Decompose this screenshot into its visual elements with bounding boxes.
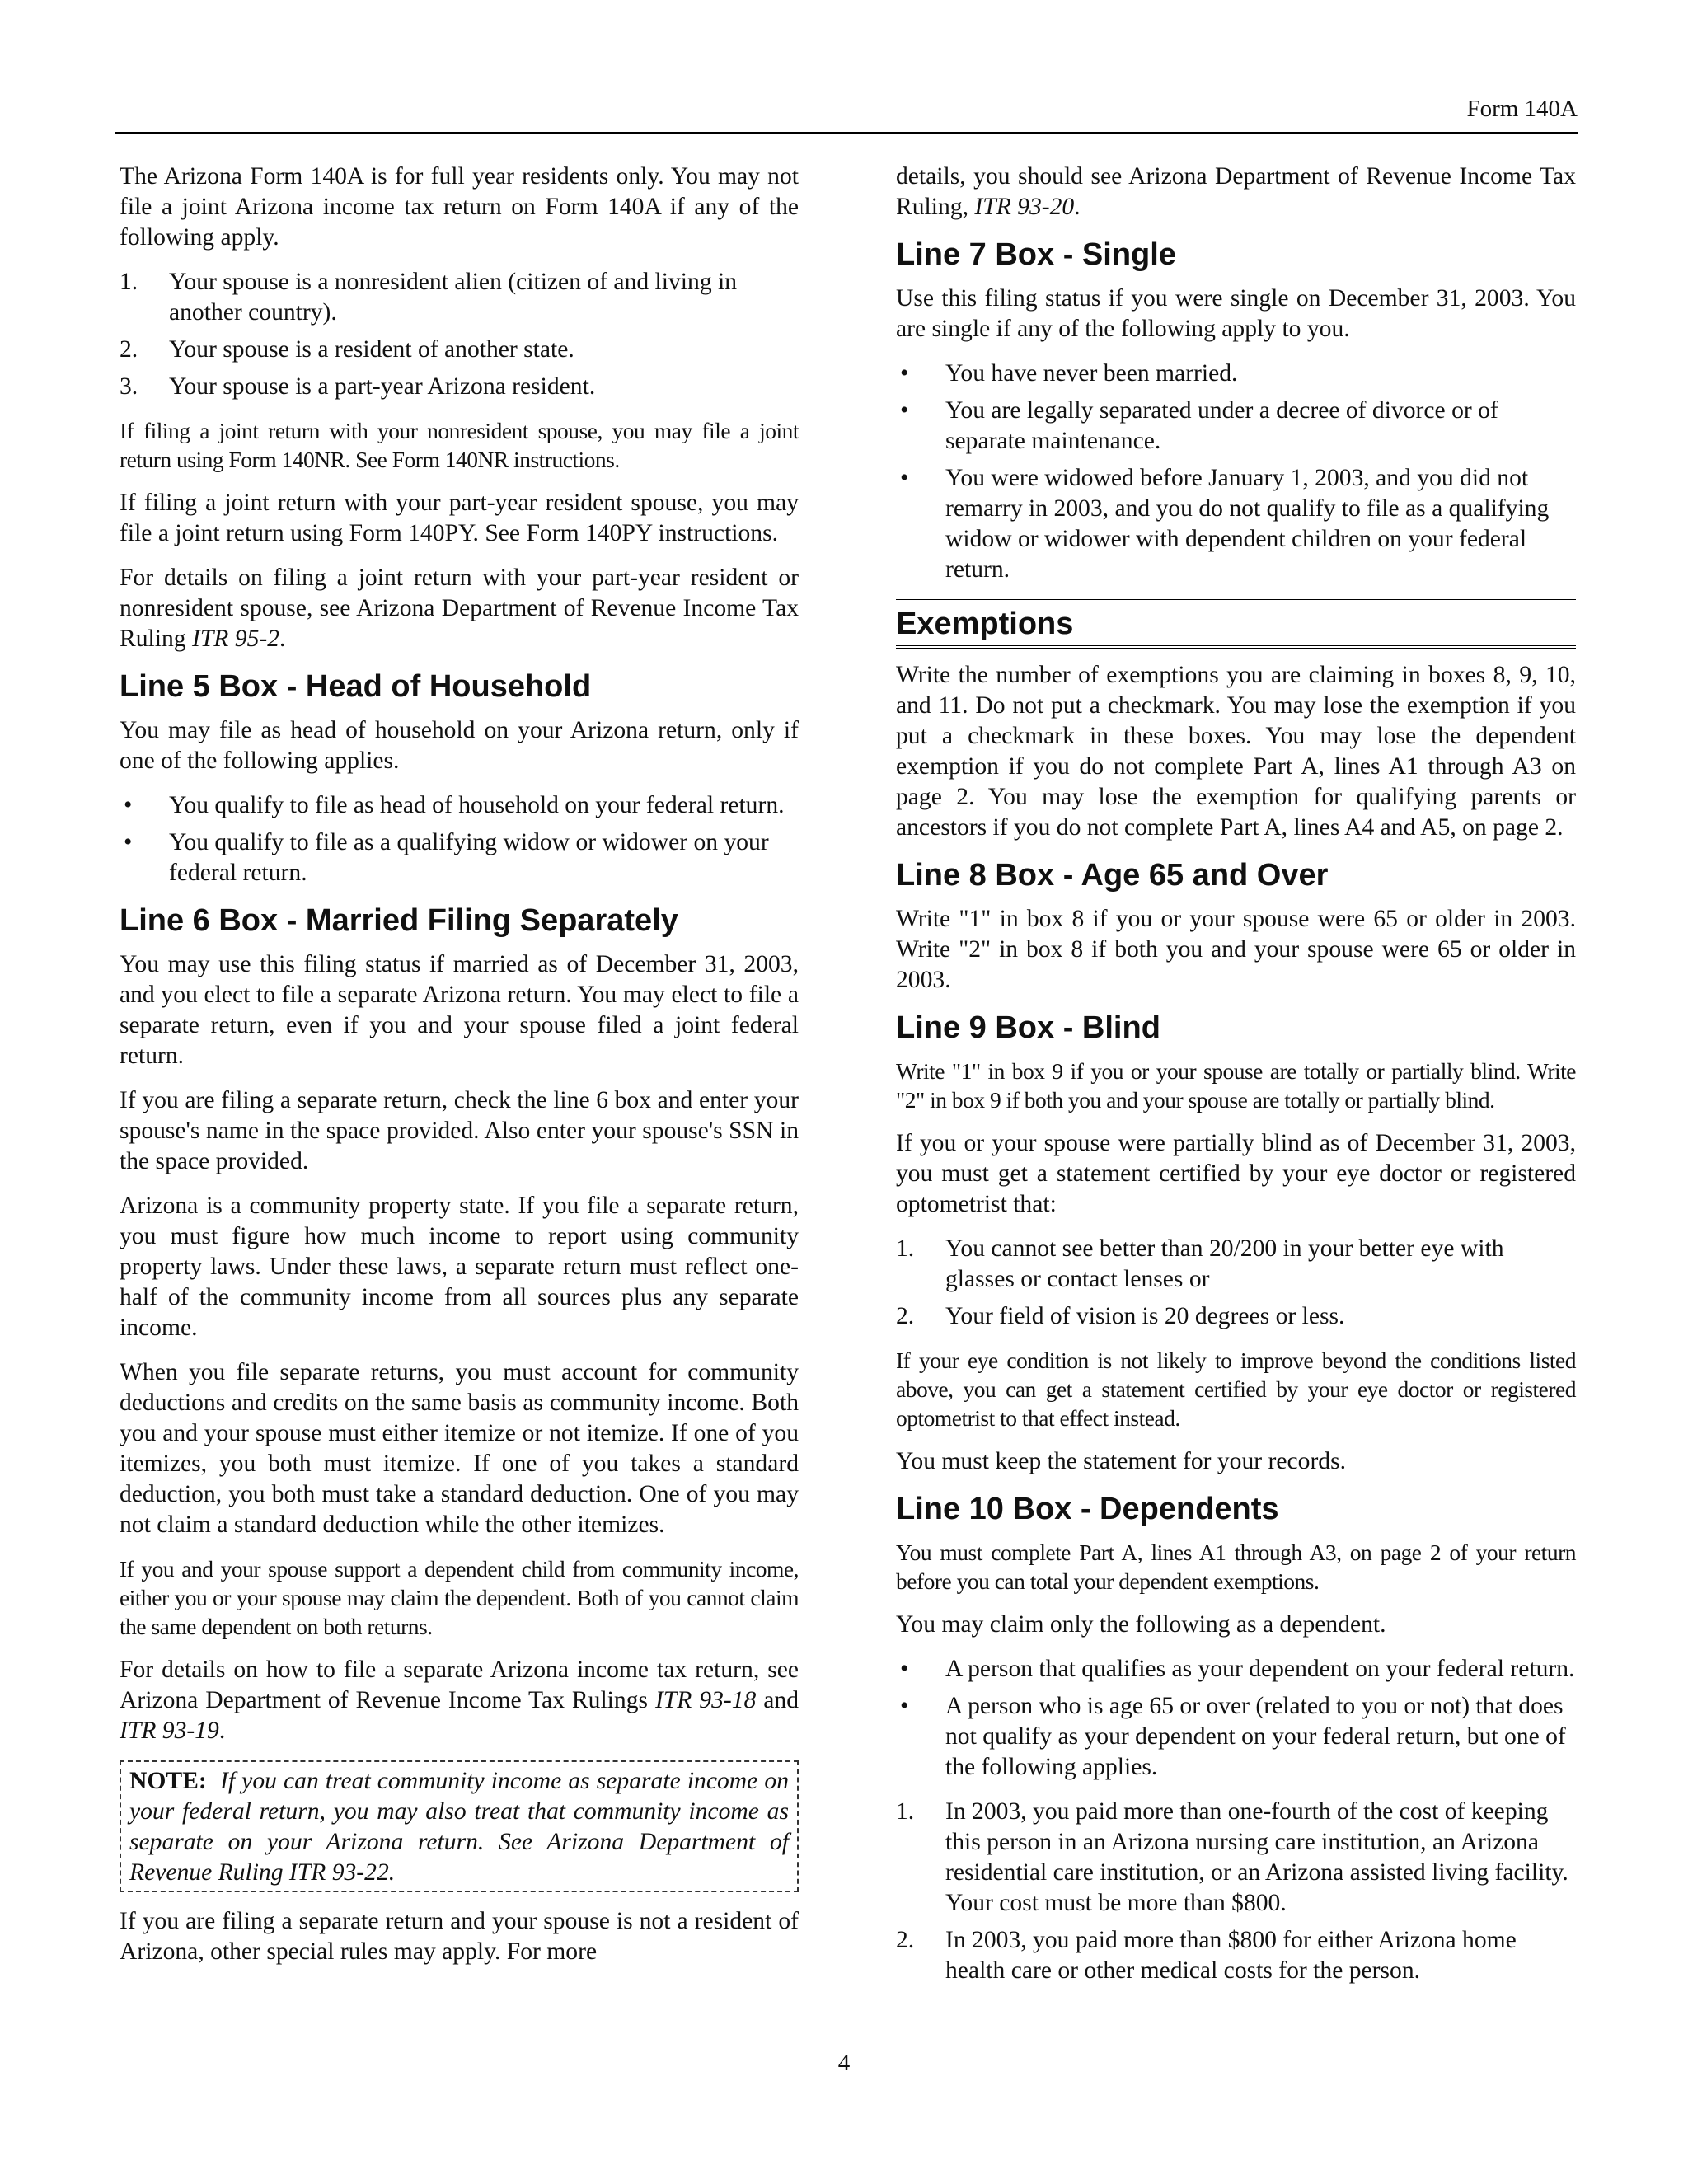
line10-paragraph-2: You may claim only the following as a dependent. <box>896 1611 1386 1638</box>
list-number: 3. <box>120 373 138 400</box>
bullet-glyph: • <box>124 829 133 855</box>
line10-conditions-list <box>896 1797 1576 1986</box>
exemptions-paragraph: Write the number of exemptions you are claiming in boxes 8, 9, 10, and 11. Do not put a checkmark. You may lose the exemption if you put a checkmark in these boxes. You may lose the dependent exemption if you do not complete Part A, lines A1 through A3 on page 2. You may lose the exemption for qualifying parents or ancestors if you do not complete Part A, lines A4 and A5, on page 2. <box>896 662 1576 841</box>
left-column <box>120 162 799 1981</box>
line10-paragraph-1: You must complete Part A, lines A1 through A3, on page 2 of your return before you can total your dependent exemptions. <box>896 1540 1576 1594</box>
line6-paragraph-2: If you are filing a separate return, check the line 6 box and enter your spouse's name in the space provided. Also enter your spouse's SSN in the space provided. <box>120 1087 799 1174</box>
list-item <box>896 1925 1576 1986</box>
line8-paragraph: Write "1" in box 8 if you or your spouse were 65 or older in 2003. Write "2" in box 8 if both you and your spouse were 65 or older in 2003. <box>896 906 1576 993</box>
line9-heading: Line 9 Box - Blind <box>896 1010 1160 1045</box>
continued-paragraph: details, you should see Arizona Department of Revenue Income Tax Ruling, ITR 93-20. <box>896 163 1576 220</box>
bullet-item <box>896 463 1576 585</box>
line7-paragraph: Use this filing status if you were single on December 31, 2003. You are single if any of the following apply to you. <box>896 285 1576 342</box>
ruling-reference: ITR 93-20 <box>974 194 1075 220</box>
list-item <box>120 267 799 328</box>
list-item-text: In 2003, you paid more than one-fourth of the cost of keeping this person in an Arizona nursing care institution, an Arizona residential care institution, or an Arizona assisted living facility. Your cost must be more than $800. <box>945 1798 1568 1916</box>
list-item-text: Your spouse is a part-year Arizona resident. <box>169 373 596 400</box>
list-number: 1. <box>120 269 138 295</box>
line6-paragraph-3: Arizona is a community property state. If you file a separate return, you must figure how much income to report using community property laws. Under these laws, a separate return must reflect one-half of the community income from all sources plus any separate income. <box>120 1193 799 1341</box>
list-item-text: Your field of vision is 20 degrees or less. <box>945 1303 1345 1329</box>
page-number: 4 <box>837 2050 851 2076</box>
line9-paragraph-4: You must keep the statement for your records. <box>896 1448 1347 1474</box>
line6-heading: Line 6 Box - Married Filing Separately <box>120 903 678 938</box>
ruling-reference: ITR 95-2 <box>191 626 280 652</box>
joint-return-restrictions-list <box>120 267 799 402</box>
list-item <box>896 1301 1576 1332</box>
header-rule <box>115 132 1578 134</box>
list-item-text: You cannot see better than 20/200 in your better eye with glasses or contact lenses or <box>945 1235 1504 1292</box>
bullet-glyph: • <box>900 1693 909 1719</box>
bullet-glyph: • <box>900 465 909 491</box>
line5-bullets <box>120 790 799 888</box>
line8-heading: Line 8 Box - Age 65 and Over <box>896 858 1329 893</box>
bullet-item <box>120 790 799 821</box>
line6-paragraph-6: For details on how to file a separate Arizona income tax return, see Arizona Department of Revenue Income Tax Rulings ITR 93-18 and ITR 93-19. <box>120 1657 799 1744</box>
ruling-reference: ITR 93-19 <box>120 1718 219 1744</box>
form-140py-paragraph: If filing a joint return with your part-year resident spouse, you may file a joint return using Form 140PY. See Form 140PY instructions. <box>120 490 799 546</box>
list-item <box>120 372 799 402</box>
bullet-item <box>120 827 799 888</box>
list-number: 1. <box>896 1798 915 1825</box>
line9-paragraph-2: If you or your spouse were partially blind as of December 31, 2003, you must get a statement certified by your eye doctor or registered optometrist that: <box>896 1130 1576 1217</box>
line6-paragraph-1: You may use this filing status if married as of December 31, 2003, and you elect to file a separate Arizona return. You may elect to file a separate return, even if you and your spouse filed a joint federal return. <box>120 951 799 1069</box>
bullet-glyph: • <box>124 792 133 818</box>
bullet-glyph: • <box>900 1656 909 1682</box>
exemptions-heading: Exemptions <box>896 607 1074 641</box>
line10-heading: Line 10 Box - Dependents <box>896 1492 1279 1526</box>
bullet-glyph: • <box>900 397 909 424</box>
bullet-text: You qualify to file as head of household on your federal return. <box>169 792 785 818</box>
list-number: 2. <box>896 1303 915 1329</box>
list-item <box>896 1234 1576 1295</box>
bullet-text: You qualify to file as a qualifying widow or widower on your federal return. <box>169 829 769 886</box>
bullet-item <box>896 396 1576 457</box>
bullet-text: You have never been married. <box>945 360 1238 387</box>
list-item-text: In 2003, you paid more than $800 for either Arizona home health care or other medical costs for the person. <box>945 1927 1517 1984</box>
intro-paragraph: The Arizona Form 140A is for full year residents only. You may not file a joint Arizona income tax return on Form 140A if any of the following apply. <box>120 163 799 251</box>
note-label: NOTE: <box>129 1768 207 1794</box>
joint-return-details-paragraph: For details on filing a joint return with your part-year resident or nonresident spouse, see Arizona Department of Revenue Income Tax Ruling ITR 95-2. <box>120 565 799 652</box>
line6-paragraph-4: When you file separate returns, you must account for community deductions and credits on the same basis as community income. Both you and your spouse must either itemize or not itemize. If one of you itemizes, you both must itemize. If one of you takes a standard deduction, you both must take a standard deduction. One of you may not claim a standard deduction while the other itemizes. <box>120 1359 799 1538</box>
line10-bullets <box>896 1654 1576 1783</box>
list-number: 1. <box>896 1235 915 1262</box>
line9-paragraph-1: Write "1" in box 9 if you or your spouse are totally or partially blind. Write "2" in box 9 if both you and your spouse are totally or partially blind. <box>896 1058 1576 1113</box>
list-item <box>896 1797 1576 1919</box>
right-column <box>896 162 1576 2000</box>
bullet-item <box>896 1654 1576 1685</box>
line5-paragraph: You may file as head of household on your Arizona return, only if one of the following applies. <box>120 717 799 774</box>
form-title: Form 140A <box>1466 96 1578 122</box>
bullet-text: A person who is age 65 or over (related to you or not) that does not qualify as your dependent on your federal return, but one of the following applies. <box>945 1693 1566 1780</box>
ruling-reference: ITR 93-18 <box>654 1687 757 1713</box>
list-number: 2. <box>896 1927 915 1953</box>
bullet-text: You were widowed before January 1, 2003, and you did not remarry in 2003, and you do not qualify to file as a qualifying widow or widower with dependent children on your federal return. <box>945 465 1550 583</box>
form-140nr-paragraph: If filing a joint return with your nonresident spouse, you may file a joint return using Form 140NR. See Form 140NR instructions. <box>120 418 799 472</box>
bullet-item <box>896 1691 1576 1783</box>
line7-bullets <box>896 359 1576 585</box>
note-text: If you can treat community income as separate income on your federal return, you may also treat that community income as separate on your Arizona return. See Arizona Department of Revenue Ruling ITR 93-22. <box>129 1768 789 1886</box>
list-item <box>120 335 799 365</box>
note-box <box>120 1760 799 1892</box>
bullet-glyph: • <box>900 360 909 387</box>
bullet-text: A person that qualifies as your dependent on your federal return. <box>945 1656 1575 1682</box>
list-item-text: Your spouse is a resident of another state. <box>169 336 574 363</box>
bullet-text: You are legally separated under a decree of divorce or of separate maintenance. <box>945 397 1498 454</box>
line7-heading: Line 7 Box - Single <box>896 237 1176 272</box>
line5-heading: Line 5 Box - Head of Household <box>120 669 592 704</box>
line9-paragraph-3: If your eye condition is not likely to improve beyond the conditions listed above, you can get a statement certified by your eye doctor or registered optometrist to that effect instead. <box>896 1347 1576 1431</box>
line9-criteria-list <box>896 1234 1576 1332</box>
bullet-item <box>896 359 1576 389</box>
list-item-text: Your spouse is a nonresident alien (citizen of and living in another country). <box>169 269 738 326</box>
line6-paragraph-5: If you and your spouse support a dependent child from community income, either you or your spouse may claim the dependent. Both of you cannot claim the same dependent on both returns. <box>120 1556 799 1639</box>
list-number: 2. <box>120 336 138 363</box>
nonresident-spouse-paragraph: If you are filing a separate return and your spouse is not a resident of Arizona, other special rules may apply. For more <box>120 1908 799 1965</box>
exemptions-section-bar <box>896 599 1576 649</box>
